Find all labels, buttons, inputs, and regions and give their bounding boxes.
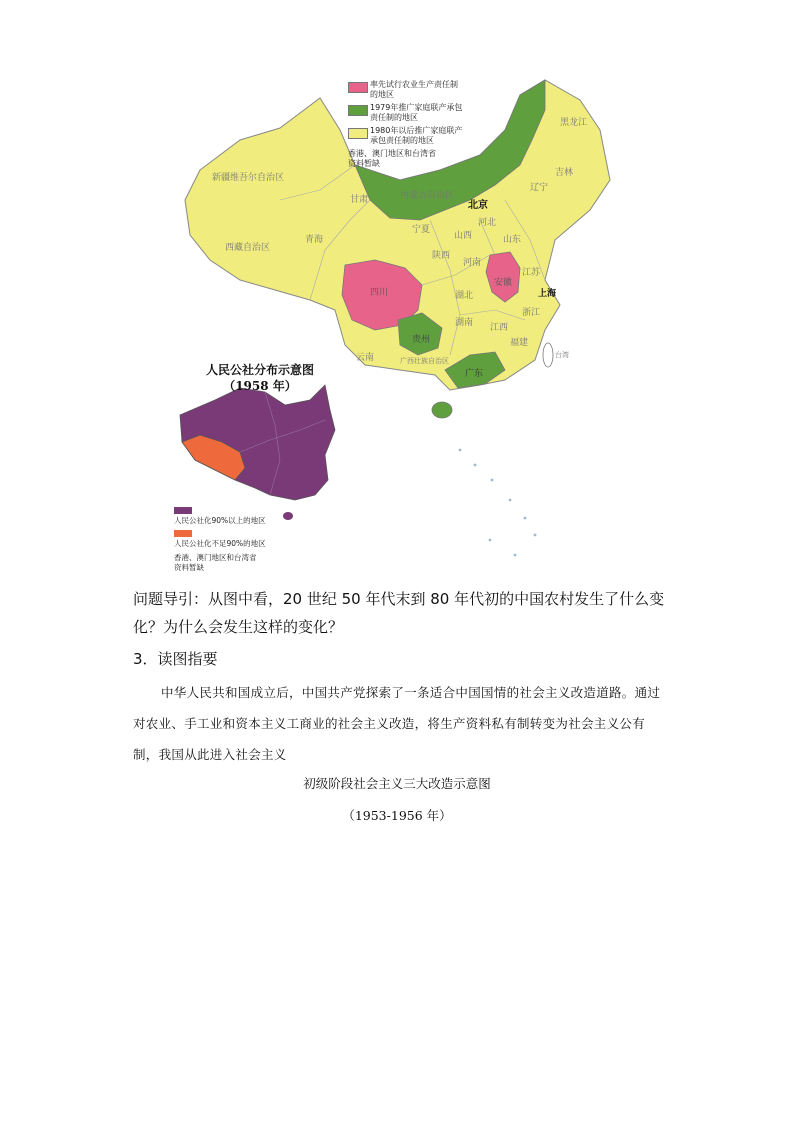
legend-label: 率先试行农业生产责任制 的地区 bbox=[370, 80, 458, 99]
label-shanxi: 山西 bbox=[454, 231, 473, 241]
inset-legend-no-data bbox=[174, 553, 324, 573]
label-fujian: 福建 bbox=[510, 338, 529, 348]
label-jiangsu: 江苏 bbox=[522, 268, 541, 278]
legend-swatch bbox=[348, 82, 368, 93]
legend-item-1979 bbox=[348, 103, 468, 123]
label-guangdong: 广东 bbox=[465, 369, 484, 379]
diagram-caption-title: 初级阶段社会主义三大改造示意图 bbox=[303, 776, 491, 791]
inset-title-line2: （1958 年） bbox=[223, 379, 297, 393]
legend-swatch bbox=[174, 530, 192, 537]
inset-map-legend bbox=[174, 507, 324, 577]
map-figure bbox=[160, 70, 660, 585]
inset-legend-item-high bbox=[174, 507, 324, 526]
question-prompt: 问题导引：从图中看，20 世纪 50 年代末到 80 年代初的中国农村发生了什么变化？为什么会发生这样的变化？ bbox=[133, 590, 665, 636]
label-yunnan: 云南 bbox=[356, 353, 375, 363]
label-shandong: 山东 bbox=[503, 235, 522, 245]
label-hubei: 湖北 bbox=[455, 291, 474, 301]
label-qinghai: 青海 bbox=[305, 235, 324, 245]
label-guizhou: 贵州 bbox=[412, 335, 431, 345]
label-ningxia: 宁夏 bbox=[412, 225, 431, 235]
region-1979-hainan bbox=[432, 402, 452, 418]
legend-label: 1979年推广家庭联产承包 责任制的地区 bbox=[370, 103, 463, 122]
label-guangxi: 广西壮族自治区 bbox=[400, 357, 449, 365]
legend-label: 人民公社化不足90%的地区 bbox=[174, 539, 266, 548]
label-liaoning: 辽宁 bbox=[530, 183, 549, 193]
label-gansu: 甘肃 bbox=[350, 195, 369, 205]
legend-no-data bbox=[348, 149, 468, 169]
city-shanghai: 上海 bbox=[538, 289, 557, 299]
inset-map-title bbox=[180, 362, 340, 394]
city-beijing: 北京 bbox=[468, 200, 488, 211]
label-hebei: 河北 bbox=[478, 218, 497, 228]
legend-item-1980 bbox=[348, 126, 468, 146]
legend-label: 人民公社化90%以上的地区 bbox=[174, 516, 266, 525]
label-taiwan: 台湾 bbox=[555, 351, 569, 359]
label-sichuan: 四川 bbox=[370, 288, 389, 298]
label-henan: 河南 bbox=[463, 258, 482, 268]
section-heading: 3．读图指要 bbox=[133, 650, 218, 668]
inset-legend-item-low bbox=[174, 530, 324, 549]
body-paragraph: 中华人民共和国成立后，中国共产党探索了一条适合中国国情的社会主义改造道路。通过对农业、手工业和资本主义工商业的社会主义改造，将生产资料私有制转变为社会主义公有制，我国从此进入社会主义 bbox=[133, 685, 661, 762]
taiwan-island bbox=[543, 343, 553, 367]
label-jilin: 吉林 bbox=[555, 168, 574, 178]
legend-swatch bbox=[348, 128, 368, 139]
label-hunan: 湖南 bbox=[455, 318, 474, 328]
label-heilongjiang: 黑龙江 bbox=[560, 118, 588, 128]
inset-title-line1: 人民公社分布示意图 bbox=[205, 363, 314, 377]
main-map-legend bbox=[348, 80, 468, 172]
label-zhejiang: 浙江 bbox=[522, 308, 541, 318]
legend-label: 1980年以后推广家庭联产 承包责任制的地区 bbox=[370, 126, 463, 145]
label-jiangxi: 江西 bbox=[490, 323, 509, 333]
legend-swatch bbox=[174, 507, 192, 514]
label-anhui: 安徽 bbox=[494, 278, 513, 288]
label-tibet: 西藏自治区 bbox=[225, 243, 271, 253]
label-xinjiang: 新疆维吾尔自治区 bbox=[212, 173, 285, 183]
legend-item-pilot bbox=[348, 80, 468, 100]
label-shaanxi: 陕西 bbox=[432, 251, 451, 261]
legend-note: 香港、澳门地区和台湾省 资料暂缺 bbox=[348, 149, 436, 168]
diagram-caption-years: （1953-1956 年） bbox=[342, 808, 452, 823]
legend-swatch bbox=[348, 105, 368, 116]
label-inner-mongolia: 内蒙古自治区 bbox=[400, 191, 455, 201]
legend-note: 香港、澳门地区和台湾省 资料暂缺 bbox=[174, 553, 257, 572]
south-sea-islands bbox=[459, 449, 537, 557]
